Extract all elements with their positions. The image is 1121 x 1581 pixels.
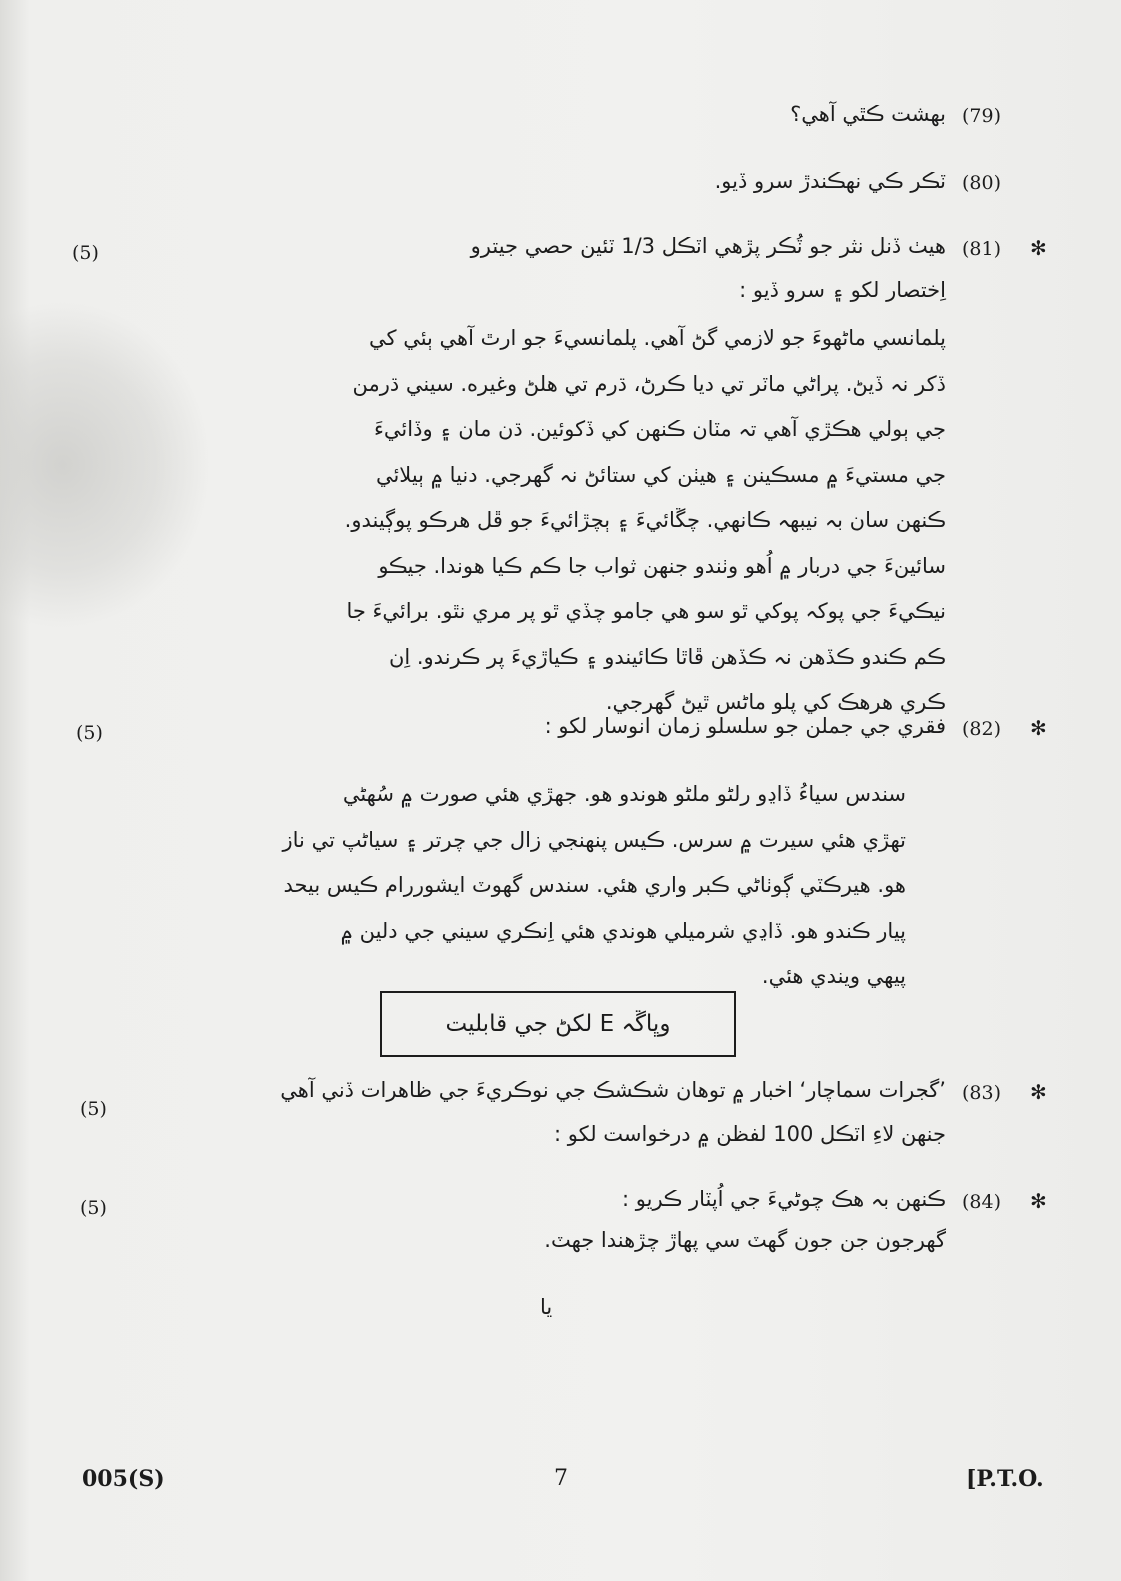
- question-83-number: (83): [962, 1082, 1002, 1104]
- question-84-line1: ڪنهن بہ هڪ چوڻيءَ جي اُپٽار ڪريو :: [622, 1187, 946, 1211]
- question-79-text: بهشت ڪٿي آهي؟: [790, 102, 946, 126]
- passage-line: پيهي ويندي هئي.: [761, 964, 906, 988]
- question-79-number: (79): [962, 105, 1002, 127]
- question-80-number: (80): [962, 172, 1002, 194]
- question-83-marks: (5): [80, 1098, 107, 1120]
- footer-pto: [P.T.O.: [966, 1466, 1044, 1492]
- footer-page-number: 7: [554, 1466, 568, 1491]
- passage-line: جي ٻولي هڪڙي آهي تہ مٽان ڪنهن کي ڏکوئين. ڌن مان ۽ وڏائيءَ: [374, 417, 946, 441]
- question-82-star-icon: ✻: [1030, 716, 1047, 740]
- question-81-marks: (5): [72, 242, 99, 264]
- footer-paper-code: 005(S): [82, 1466, 165, 1492]
- question-82-marks: (5): [76, 722, 103, 744]
- or-text: يا: [540, 1295, 553, 1319]
- question-83-line1: ’گجرات سماچار‘ اخبار ۾ توهان شڪشڪ جي نوڪريءَ جي ظاهرات ڏني آهي: [280, 1078, 946, 1102]
- torn-paper-edge: [0, 300, 210, 630]
- question-84-star-icon: ✻: [1030, 1189, 1047, 1213]
- passage-line: ڪم ڪندو ڪڏهن نہ ڪڏهن ڦاٿا ڪائيندو ۽ ڪياڙيءَ پر ڪرندو. اِن: [388, 644, 946, 669]
- passage-line: سائينءَ جي دربار ۾ اُهو وٺندو جنهن ثواب جا ڪم ڪيا هوندا. جيڪو: [378, 553, 946, 578]
- passage-line: نيڪيءَ جي پوکہ پوکي ٿو سو هي جامو چڏي ٿو پر مري نٿو. برائيءَ جا: [346, 599, 946, 623]
- question-83-star-icon: ✻: [1030, 1080, 1047, 1104]
- question-84-marks: (5): [80, 1197, 107, 1219]
- passage-line: پيار ڪندو هو. ڏاڍي شرميلي هوندي هئي اِنڪري سيني جي دلين ۾: [340, 918, 906, 943]
- passage-line: ڪنهن سان بہ نيبهہ ڪانهي. چڱائيءَ ۽ ٻچڙائيءَ جو ڦل هرڪو پوڳيندو.: [344, 508, 946, 532]
- passage-line: تهڙي هئي سيرت ۾ سرس. ڪيس پنهنجي زال جي چرتر ۽ سياڻپ تي ناز: [282, 827, 906, 852]
- question-81-prompt-line2: اِختصار لکو ۽ سرو ڏيو :: [739, 278, 946, 302]
- section-e-heading: وڀاڱہ E لکڻ جي قابليت: [380, 991, 736, 1057]
- question-81-star-icon: ✻: [1030, 236, 1047, 260]
- question-84-line2: گهرجون جن جون گهٽ سي پهاڙ چڙهندا جهٽ.: [544, 1228, 946, 1252]
- passage-line: هو. هيرڪٽي ڳوٺاڻي ڪبر واري هئي. سندس گهوٽ ايشوررام ڪيس بيحد: [283, 873, 906, 897]
- passage-line: ڏکر نہ ڏيڻ. پراڻي ماٽر تي ديا ڪرڻ، ڌرم تي هلڻ وغيره. سيني ڌرمن: [352, 371, 946, 396]
- question-81-passage: [206, 316, 946, 726]
- question-81-number: (81): [962, 238, 1002, 260]
- passage-line: ڪري هرهڪ کي پلو ماڻس ٿيڻ گهرجي.: [605, 690, 946, 714]
- passage-line: جي مستيءَ ۾ مسڪينن ۽ هيٺن کي ستائڻ نہ گهرجي. دنيا ۾ ٻيلائي: [375, 462, 946, 487]
- passage-line: پلمانسي ماڻهوءَ جو لازمي گڻ آهي. پلمانسيءَ جو ارٿ آهي ٻئي کي: [369, 326, 946, 350]
- question-80-text: ٽڪر ڪي نهڪندڙ سرو ڏيو.: [714, 169, 946, 193]
- question-81-prompt-line1: هيٺ ڏنل نثر جو ٽُڪر پڙهي اٽڪل 1/3 ٽئين حصي جيترو: [470, 234, 946, 258]
- question-82-prompt: فقري جي جملن جو سلسلو زمان انوسار لکو :: [544, 714, 946, 738]
- question-82-passage: [206, 772, 906, 1000]
- question-82-number: (82): [962, 718, 1002, 740]
- question-83-line2: جنهن لاءِ اٽڪل 100 لفظن ۾ درخواست لکو :: [554, 1122, 946, 1146]
- question-84-number: (84): [962, 1191, 1002, 1213]
- passage-line: سندس سياءُ ڏاڍو رلڻو ملڻو هوندو هو. جهڙي هئي صورت ۾ سُهڻي: [342, 782, 906, 806]
